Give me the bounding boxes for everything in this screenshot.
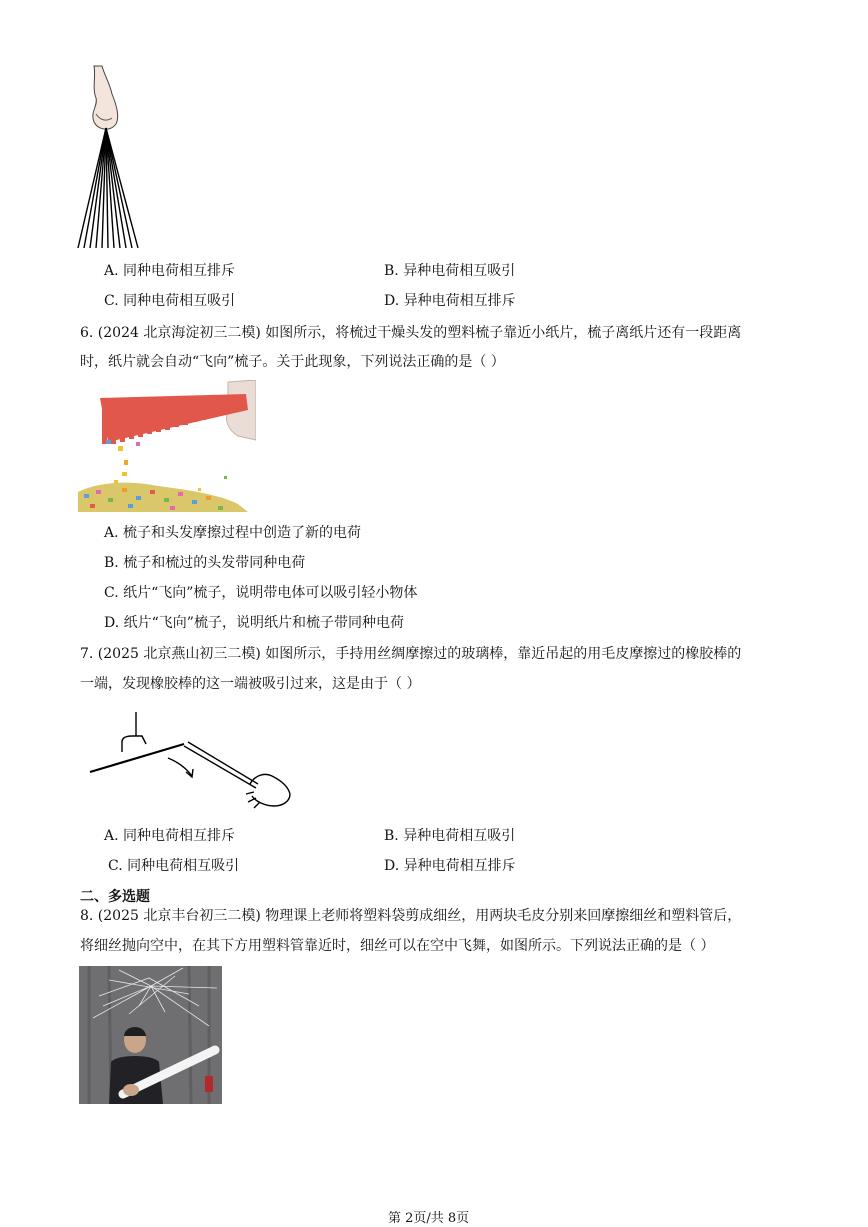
q7-stem-line2: 一端，发现橡胶棒的这一端被吸引过来，这是由于（ ） (80, 676, 421, 692)
q7-option-d[interactable]: D. 异种电荷相互排斥 (384, 858, 516, 874)
section-heading: 二、多选题 (80, 889, 150, 905)
q6-stem-line1: 6. (2024 北京海淀初三二模) 如图所示，将梳过干燥头发的塑料梳子靠近小纸片，梳子离纸片还有一段距离 (80, 325, 742, 341)
q5-option-b[interactable]: B. 异种电荷相互吸引 (384, 263, 516, 279)
q5-option-c[interactable]: C. 同种电荷相互吸引 (104, 293, 236, 309)
comb-figure (78, 380, 256, 512)
q8-stem-line2: 将细丝抛向空中，在其下方用塑料管靠近时，细丝可以在空中飞舞，如图所示。下列说法正确的是（ ） (80, 938, 715, 954)
q6-option-b[interactable]: B. 梳子和梳过的头发带同种电荷 (104, 555, 306, 571)
q6-option-d[interactable]: D. 纸片“飞向”梳子，说明纸片和梳子带同种电荷 (104, 615, 404, 631)
q6-stem-line2: 时，纸片就会自动“飞向”梳子。关于此现象，下列说法正确的是（ ） (80, 354, 505, 370)
hand-strips-figure (76, 64, 146, 250)
teacher-photo (79, 966, 222, 1104)
page-number: 第 2页/共 8页 (388, 1211, 470, 1226)
q7-option-b[interactable]: B. 异种电荷相互吸引 (384, 828, 516, 844)
q7-stem-line1: 7. (2025 北京燕山初三二模) 如图所示，手持用丝绸摩擦过的玻璃棒，靠近吊起的用毛皮摩擦过的橡胶棒的 (80, 646, 742, 662)
q5-option-d[interactable]: D. 异种电荷相互排斥 (384, 293, 516, 309)
q5-option-a[interactable]: A. 同种电荷相互排斥 (104, 263, 236, 279)
q6-option-c[interactable]: C. 纸片“飞向”梳子，说明带电体可以吸引轻小物体 (104, 585, 418, 601)
q7-option-c[interactable]: C. 同种电荷相互吸引 (108, 858, 240, 874)
q8-stem-line1: 8. (2025 北京丰台初三二模) 物理课上老师将塑料袋剪成细丝，用两块毛皮分别来回摩擦细丝和塑料管后， (80, 908, 742, 924)
q6-option-a[interactable]: A. 梳子和头发摩擦过程中创造了新的电荷 (104, 525, 362, 541)
q7-option-a[interactable]: A. 同种电荷相互排斥 (104, 828, 236, 844)
rod-figure (86, 710, 296, 814)
